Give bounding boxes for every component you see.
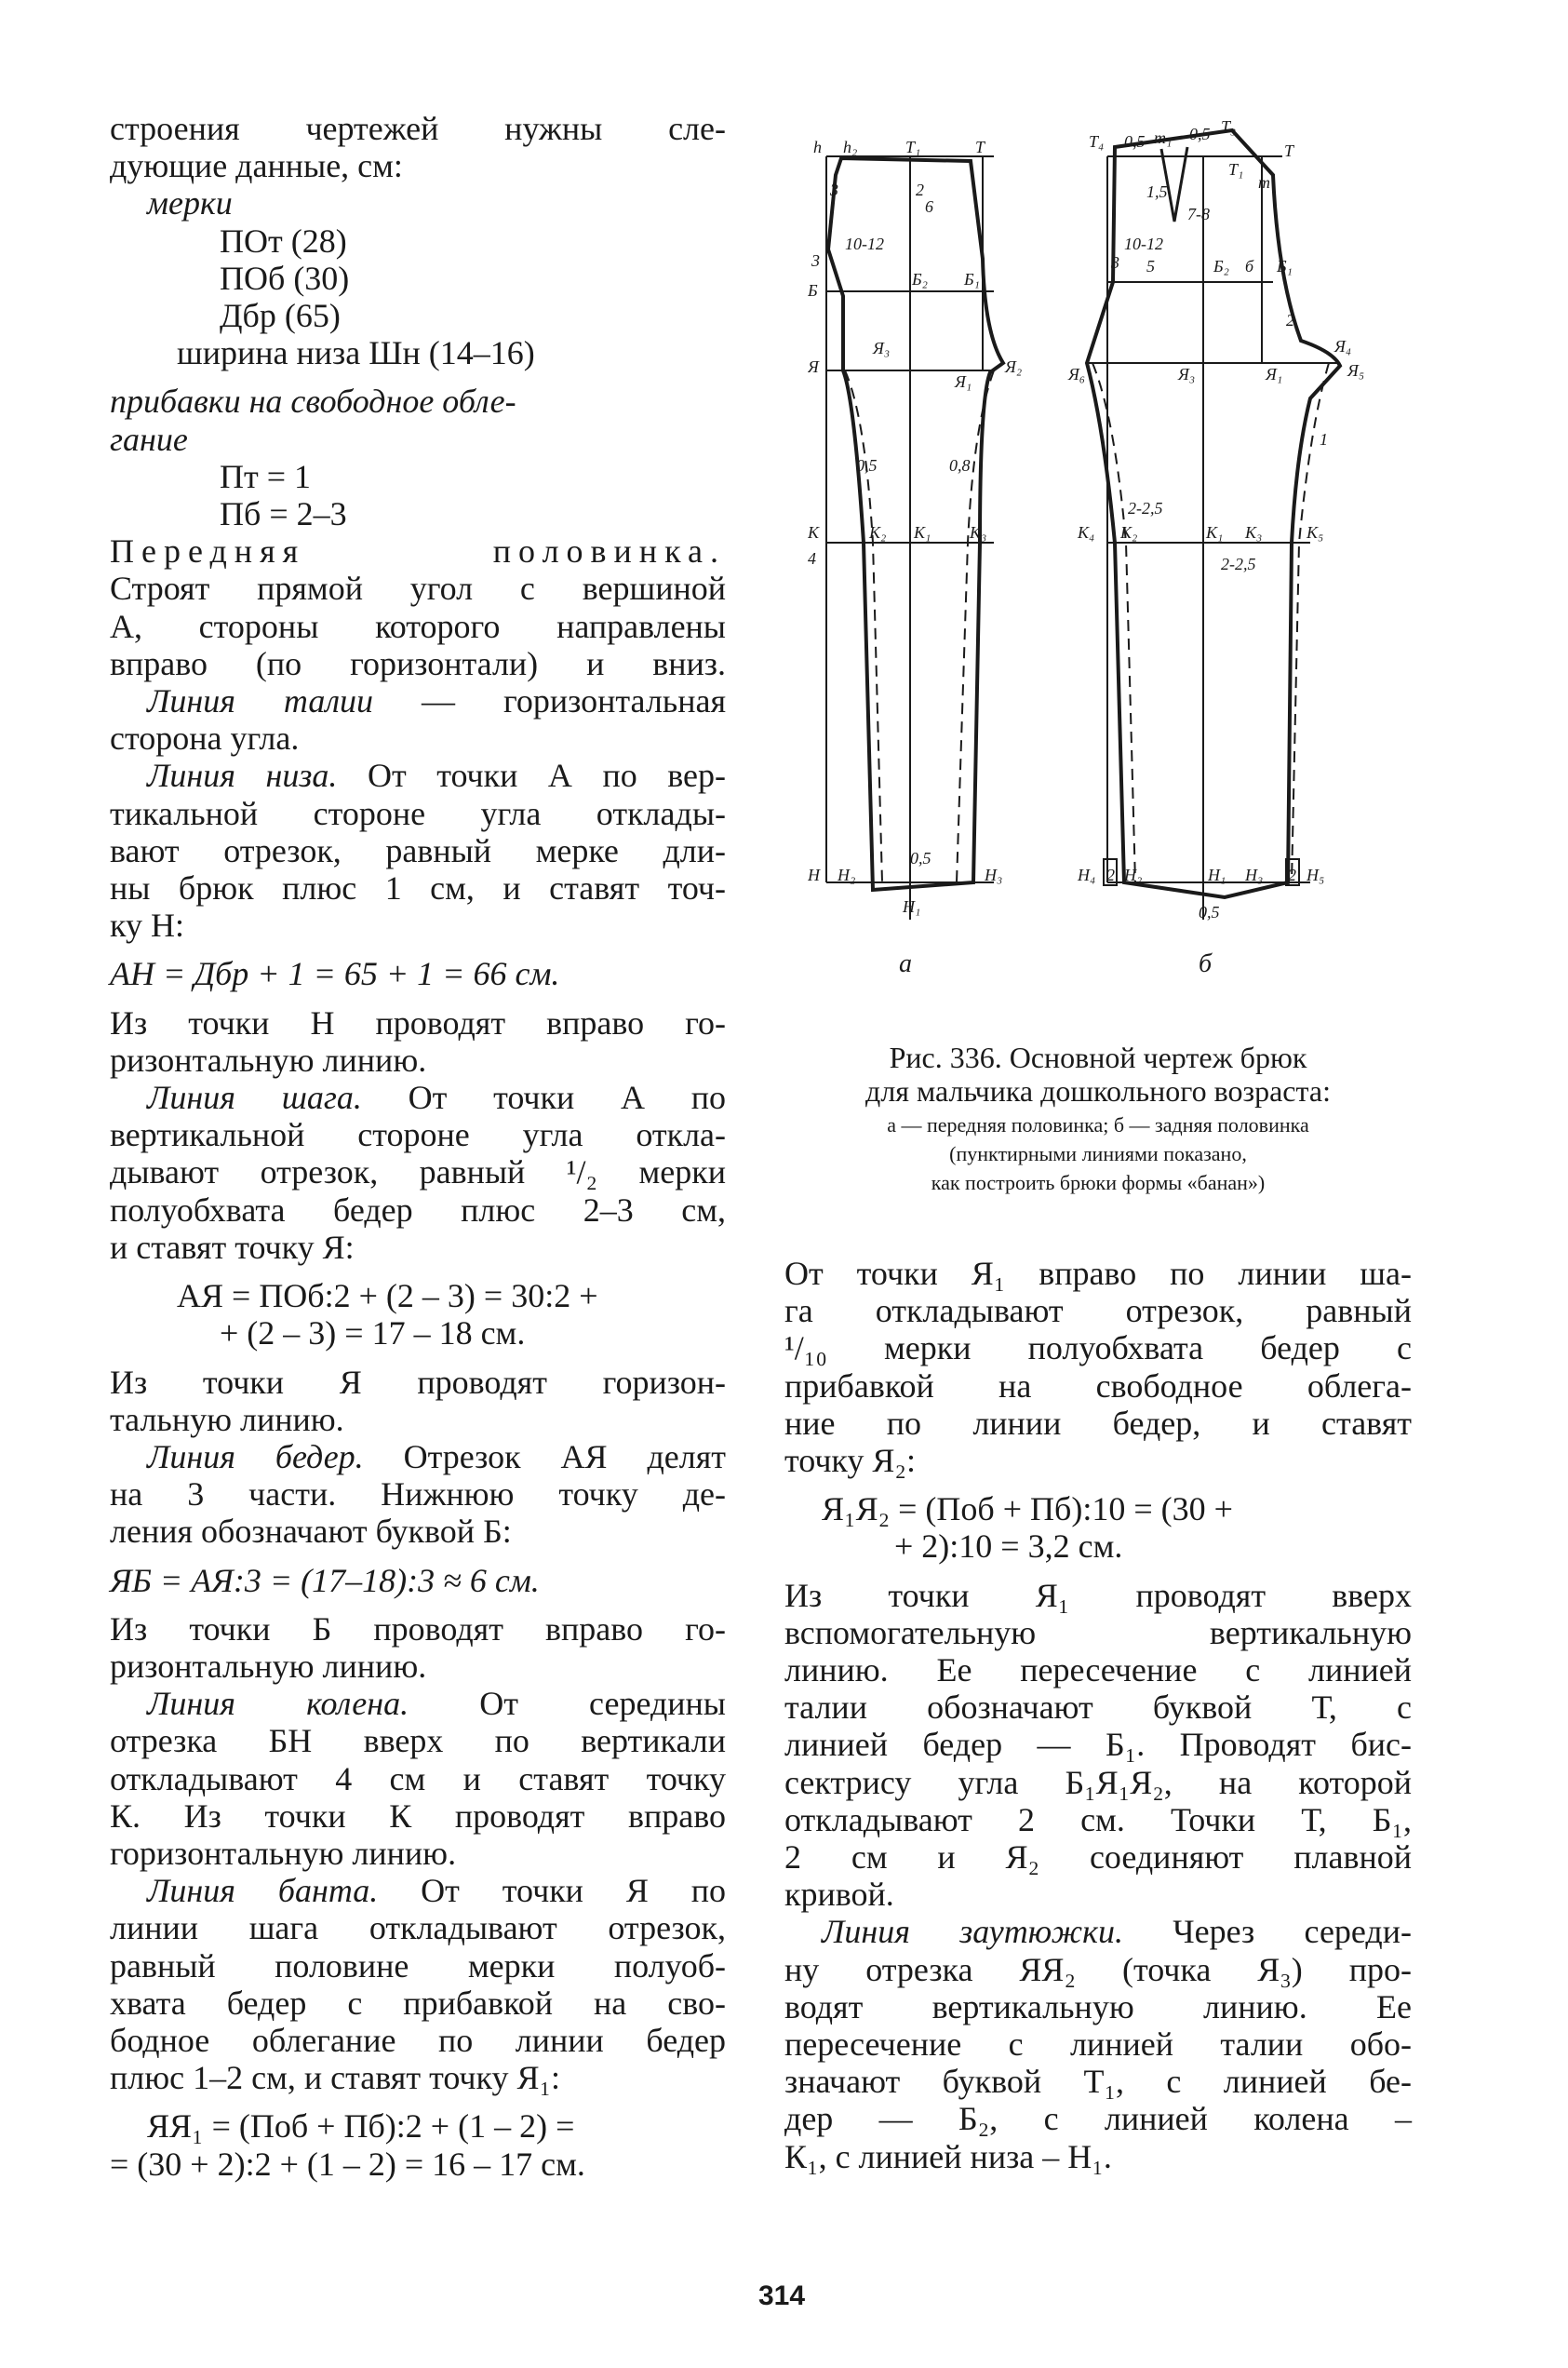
label-H: Н	[808, 866, 820, 884]
label-Ya1b: Я₁	[1266, 365, 1283, 383]
label-Tb: T	[1284, 141, 1294, 160]
text-line: От точки Я₁ вправо по линии ша-	[784, 1255, 1412, 1292]
text-line: равный половине мерки полуоб-	[110, 1946, 726, 1985]
text-line: дывают отрезок, равный ¹/₂ мерки	[110, 1153, 726, 1191]
label-T1b: Т₁	[1228, 160, 1244, 179]
text-line: ризонтальную линию.	[110, 1041, 427, 1079]
label-H3b: Н₃	[1245, 866, 1264, 884]
formula-line: = (30 + 2):2 + (1 – 2) = 16 – 17 см.	[110, 2145, 585, 2183]
text-line: водят вертикальную линию. Ее	[784, 1987, 1412, 2025]
caption-title-2: для мальчика дошкольного возраста:	[865, 1074, 1331, 1108]
formula-line: ЯЯ₁ = (Поб + Пб):2 + (1 – 2) =	[147, 2107, 575, 2146]
label-08: 0,8	[949, 456, 971, 475]
section-heading-front-half: Передняя половинка.	[110, 532, 726, 571]
label-H5: Н₅	[1307, 866, 1325, 884]
allowance-item: Пт = 1	[220, 457, 312, 495]
text-line: вертикальной стороне угла откла-	[110, 1116, 726, 1154]
label-2-25b: 2-2,5	[1221, 555, 1256, 573]
text-line: хвата бедер с прибавкой на сво-	[110, 1984, 726, 2022]
label-T: T	[975, 138, 985, 156]
text-line: ну отрезка ЯЯ₂ (точка Я₃) про-	[784, 1950, 1412, 1988]
label-2: 2	[916, 181, 924, 199]
text-line: точку Я₂:	[784, 1442, 916, 1480]
caption-sub: как построить брюки формы «банан»)	[931, 1171, 1266, 1194]
label-m1: m₁	[1154, 128, 1173, 147]
text-line: линию. Ее пересечение с линией	[784, 1651, 1412, 1689]
label-Ya6: Я₆	[1068, 365, 1086, 383]
text-line: пересечение с линией талии обо-	[784, 2025, 1412, 2064]
text-line: дер — Б₂, с линией колена –	[784, 2100, 1412, 2138]
label-K2: К₂	[869, 523, 887, 542]
text-line: откладывают 2 см. Точки Т, Б₁,	[784, 1800, 1412, 1838]
text-line: Линия бедер. Отрезок АЯ делят	[147, 1437, 726, 1475]
label-7-8: 7-8	[1187, 205, 1210, 223]
label-H3: Н₃	[985, 866, 1003, 884]
label-3c: 3	[1111, 253, 1119, 272]
page-number: 314	[757, 2281, 806, 2311]
label-a: а	[899, 949, 912, 978]
text-line: дующие данные, см:	[110, 147, 403, 185]
label-5: 5	[1146, 257, 1155, 276]
label-B2b: Б₂	[1213, 257, 1229, 276]
label-K1: К₁	[914, 523, 931, 542]
text-line: А, стороны которого направлены	[110, 607, 726, 645]
caption-title: Рис. 336. Основной чертеж брюк	[889, 1041, 1307, 1074]
figure-caption	[784, 1041, 1412, 1194]
text-line: К₁, с линией низа – Н₁.	[784, 2137, 1112, 2175]
text-line: ны брюк плюс 1 см, и ставят точ-	[110, 869, 726, 908]
front-banana-dashed-left	[845, 370, 882, 882]
label-2d: 2	[1288, 866, 1296, 884]
text-line: Строят прямой угол с вершиной	[110, 570, 726, 608]
label-B1b: Б₁	[1277, 257, 1293, 276]
label-H1: Н₁	[903, 897, 921, 916]
label-05e: 0,5	[1199, 903, 1220, 922]
subheading-pribavki-cont: гание	[110, 420, 188, 458]
label-K3: К₃	[970, 523, 987, 542]
text-line: Из точки Б проводят вправо го-	[110, 1609, 726, 1648]
label-10-12: 10-12	[845, 235, 884, 253]
text-line: 2 см и Я₂ соединяют плавной	[784, 1838, 1412, 1877]
label-Ya3b: Я₃	[1178, 365, 1196, 383]
text-line: К. Из точки К проводят вправо	[110, 1796, 726, 1835]
label-T3: Т₃	[1221, 119, 1237, 136]
text-line: Из точки Н проводят вправо го-	[110, 1003, 726, 1042]
right-column	[784, 1255, 1412, 2175]
label-4: 4	[808, 549, 816, 568]
text-line: значают буквой Т₁, с линией бе-	[784, 2063, 1412, 2101]
label-10-12b: 10-12	[1124, 235, 1163, 253]
subheading-merki: мерки	[147, 184, 233, 222]
text-line: откладывают 4 см и ставят точку	[110, 1759, 726, 1797]
formula-line: ЯБ = АЯ:3 = (17–18):3 ≈ 6 см.	[110, 1561, 540, 1599]
text-line: вправо (по горизонтали) и вниз.	[110, 644, 726, 682]
measurement-item: ПОт (28)	[220, 222, 347, 260]
back-banana-dashed-left	[1092, 363, 1138, 882]
label-h: h	[813, 138, 822, 156]
label-Ya1: Я₁	[955, 372, 972, 391]
pattern-figure	[808, 119, 1403, 985]
label-15: 1,5	[1146, 182, 1168, 201]
text-line: строения чертежей нужны сле-	[110, 110, 726, 147]
label-K3b: К₃	[1245, 523, 1263, 542]
text-line: ризонтальную линию.	[110, 1647, 427, 1685]
text-line: вспомогательную вертикальную	[784, 1613, 1412, 1651]
text-line: Линия низа. От точки А по вер-	[147, 757, 727, 795]
label-b: б	[1245, 257, 1254, 276]
label-Ya2: Я₂	[1005, 357, 1023, 376]
label-2c: 2	[1106, 866, 1115, 884]
label-05: 0,5	[856, 456, 878, 475]
text-line: линией бедер — Б₁. Проводят бис-	[784, 1726, 1412, 1764]
label-2-25: 2-2,5	[1128, 499, 1163, 518]
text-line: сектрису угла Б₁Я₁Я₂, на которой	[784, 1763, 1412, 1801]
caption-sub: а — передняя половинка; б — задняя половинка	[887, 1113, 1309, 1137]
text-line: Линия заутюжки. Через середи-	[822, 1913, 1412, 1951]
formula-line: + (2 – 3) = 17 – 18 см.	[220, 1314, 526, 1352]
label-m: m	[1258, 173, 1270, 192]
label-T4: Т₄	[1089, 132, 1105, 151]
left-column	[110, 110, 726, 2183]
pattern-drawing	[808, 119, 1403, 985]
label-K4: К₄	[1078, 523, 1095, 542]
label-H4: Н₄	[1078, 866, 1096, 884]
label-B2: Б₂	[912, 270, 928, 289]
label-2b: 2	[1286, 311, 1294, 330]
text-line: горизонтальную линию.	[110, 1834, 457, 1872]
formula-line: + 2):10 = 3,2 см.	[894, 1527, 1123, 1566]
text-line: полуобхвата бедер плюс 2–3 см,	[110, 1191, 726, 1229]
label-b-panel: б	[1199, 949, 1213, 978]
label-H1b: Н₁	[1208, 866, 1226, 884]
label-K: К	[808, 523, 819, 542]
text-line: Линия талии — горизонтальная	[147, 682, 727, 720]
label-B: Б	[808, 281, 818, 300]
text-line: сторона угла.	[110, 720, 300, 758]
text-line: вают отрезок, равный мерке дли-	[110, 831, 726, 869]
label-Ya3: Я₃	[873, 339, 891, 357]
text-line: на 3 части. Нижнюю точку де-	[110, 1475, 726, 1514]
label-3b: 3	[811, 251, 820, 270]
label-T1: T₁	[905, 138, 921, 156]
measurement-item: Дбр (65)	[220, 297, 341, 335]
allowance-item: Пб = 2–3	[220, 495, 347, 533]
text-line: тальную линию.	[110, 1400, 344, 1438]
caption-sub: (пунктирными линиями показано,	[949, 1142, 1247, 1165]
text-line: бодное облегание по линии бедер	[110, 2021, 726, 2059]
text-line: Из точки Я₁ проводят вверх	[784, 1576, 1412, 1614]
formula-line: АЯ = ПОб:2 + (2 – 3) = 30:2 +	[177, 1277, 598, 1315]
label-H2: Н₂	[838, 866, 856, 884]
text-line: ¹/₁₀ мерки полуобхвата бедер с	[784, 1329, 1412, 1367]
label-1: 1	[1320, 430, 1328, 449]
text-line: Из точки Я проводят горизон-	[110, 1363, 726, 1401]
text-line: и ставят точку Я:	[110, 1228, 355, 1266]
label-05c: 0,5	[1124, 132, 1146, 151]
subheading-pribavki: прибавки на свободное обле-	[110, 383, 516, 421]
text-line: тикальной стороне угла отклады-	[110, 794, 726, 832]
label-05b: 0,5	[910, 849, 931, 868]
label-K2b: К₂	[1120, 523, 1138, 542]
text-line: отрезка БН вверх по вертикали	[110, 1722, 726, 1760]
text-line: талии обозначают буквой Т, с	[784, 1689, 1412, 1727]
formula-line: Я₁Я₂ = (Поб + Пб):10 = (30 +	[822, 1490, 1233, 1528]
text-line: Линия шага. От точки А по	[147, 1079, 726, 1117]
label-05d: 0,5	[1189, 125, 1211, 143]
label-K1b: К₁	[1206, 523, 1224, 542]
label-H2b: Н₂	[1124, 866, 1143, 884]
text-line: Линия колена. От середины	[147, 1685, 726, 1723]
label-K5: К₅	[1307, 523, 1324, 542]
label-h2: h₂	[843, 138, 858, 156]
text-line: ления обозначают буквой Б:	[110, 1513, 512, 1551]
text-line: ку Н:	[110, 907, 184, 945]
text-line: плюс 1–2 см, и ставят точку Я₁:	[110, 2059, 561, 2097]
label-Ya5: Я₅	[1347, 361, 1365, 380]
measurement-item: ширина низа Шн (14–16)	[177, 334, 535, 372]
text-line: прибавкой на свободное облега-	[784, 1366, 1412, 1405]
text-line: га откладывают отрезок, равный	[784, 1292, 1412, 1330]
measurement-item: ПОб (30)	[220, 259, 350, 297]
text-line: кривой.	[784, 1876, 894, 1914]
label-3: 3	[830, 181, 838, 199]
label-6: 6	[925, 197, 933, 216]
text-line: ние по линии бедер, и ставят	[784, 1404, 1412, 1442]
label-B1: Б₁	[964, 270, 980, 289]
text-line: линии шага откладывают отрезок,	[110, 1909, 726, 1947]
label-Ya: Я	[808, 357, 819, 376]
text-line: Линия банта. От точки Я по	[147, 1872, 726, 1910]
label-Ya4: Я₄	[1334, 337, 1352, 356]
formula-line: АН = Дбр + 1 = 65 + 1 = 66 см.	[110, 955, 560, 993]
